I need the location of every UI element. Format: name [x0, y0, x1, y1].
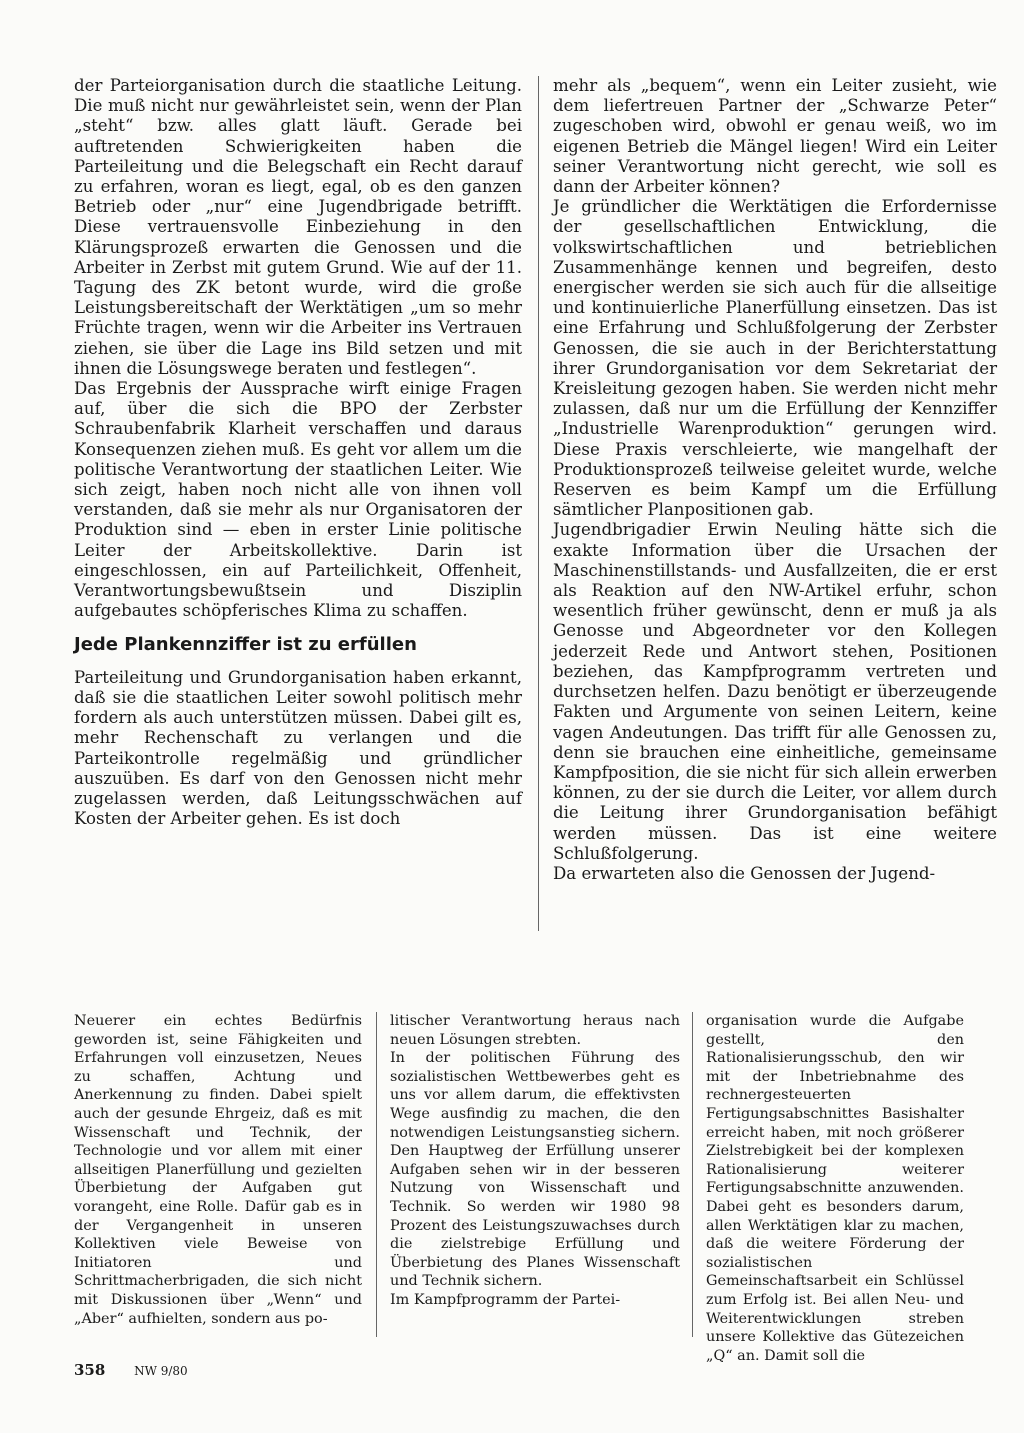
paragraph: Jugendbrigadier Erwin Neuling hätte sich die exakte Information über die Ursachen der Maschinenstillstands- und Ausfallzeiten, die er erst als Reaktion auf den NW-Artikel erfuhr, schon wesentlich früher gewünscht, denn er muß ja als Genosse und Abgeordneter vor den Kollegen jederzeit Rede und Antwort stehen, Positionen beziehen, das Kampfprogramm vertreten und durchsetzen helfen. Dazu benötigt er überzeugende Fakten und Argumente von seinen Leitern, keine vagen Andeutungen. Das trifft für alle Genossen zu, denn sie brauchen eine einheitliche, gemeinsame Kampfposition, die sie nicht für sich allein erwerben können, zu der sie durch die Leiter, vor allem durch die Leitung ihrer Grundorganisation befähigt werden müssen. Das ist eine weitere Schlußfolgerung. — [553, 520, 997, 863]
paragraph: In der politischen Führung des sozialistischen Wettbewerbes geht es uns vor allem darum, die effektivsten Wege ausfindig zu machen, die den notwendigen Leistungsanstieg sichern. Den Hauptweg der Erfüllung unserer Aufgaben sehen wir in der besseren Nutzung von Wissenschaft und Technik. So werden wir 1980 98 Prozent des Leistungszuwachses durch die zielstrebige Erfüllung und Überbietung des Planes Wissenschaft und Technik sichern. — [390, 1050, 680, 1290]
paragraph: Neuerer ein echtes Bedürfnis geworden ist, seine Fähigkeiten und Erfahrungen voll einzusetzen, Neues zu schaffen, Achtung und Anerkennung zu finden. Dabei spielt auch der gesunde Ehrgeiz, daß es mit Wissenschaft und Technik, der Technologie und vor allem mit einer allseitigen Planerfüllung und gezielten Überbietung der Aufgaben gut vorangeht, eine Rolle. Dafür gab es in der Vergangenheit in unseren Kollektiven viele Beweise von Initiatoren und Schrittmacherbrigaden, die sich nicht mit Diskussionen über „Wenn“ und „Aber“ aufhielten, sondern aus po- — [74, 1013, 362, 1327]
paragraph: mehr als „bequem“, wenn ein Leiter zusieht, wie dem liefertreuen Partner der „Schwarze Peter“ zugeschoben wird, obwohl er genau weiß, wo im eigenen Betrieb die Mängel liegen! Wird ein Leiter seiner Verantwortung nicht gerecht, wie soll es dann der Arbeiter können? — [553, 76, 997, 197]
bottom-column-1 — [74, 1012, 362, 1328]
section-heading: Jede Plankennziffer ist zu erfüllen — [74, 634, 417, 656]
page-footer — [74, 1361, 188, 1379]
bottom-column-2 — [390, 1012, 680, 1310]
paragraph: litischer Verantwortung heraus nach neuen Lösungen strebten. — [390, 1013, 680, 1048]
faded-bleedthrough-band — [72, 958, 1002, 984]
paragraph: Parteileitung und Grundorganisation haben erkannt, daß sie die staatlichen Leiter sowohl politisch mehr fordern als auch unterstützen müssen. Dabei gilt es, mehr Rechenschaft zu verlangen und die Parteikontrolle regelmäßig und gründlicher auszuüben. Es darf von den Genossen nicht mehr zugelassen werden, daß Leitungsschwächen auf Kosten der Arbeiter gehen. Es ist doch — [74, 667, 522, 829]
issue-label: NW 9/80 — [134, 1364, 188, 1378]
paragraph: Je gründlicher die Werktätigen die Erfordernisse der gesellschaftlichen Entwicklung, die volkswirtschaftlichen und betrieblichen Zusammenhänge kennen und begreifen, desto energischer werden sie sich auch für die allseitige und kontinuierliche Planerfüllung einsetzen. Das ist eine Erfahrung und Schlußfolgerung der Zerbster Genossen, die sie auch in der Berichterstattung ihrer Grundorganisation vor dem Sekretariat der Kreisleitung gezogen haben. Sie werden nicht mehr zulassen, daß nur um die Erfüllung der Kennziffer „Industrielle Warenproduktion“ gerungen wird. Diese Praxis verschleierte, wie mangelhaft der Produktionsprozeß teilweise geleitet wurde, welche Reserven es beim Kampf um die Erfüllung sämtlicher Planpositionen gab. — [553, 197, 997, 520]
paragraph: Das Ergebnis der Aussprache wirft einige Fragen auf, über die sich die BPO der Zerbster Schraubenfabrik Klarheit verschaffen und daraus Konsequenzen ziehen muß. Es geht vor allem um die politische Verantwortung der staatlichen Leiter. Wie sich zeigt, haben noch nicht alle von ihnen voll verstanden, daß sie mehr als nur Organisatoren der Produktion sind — eben in erster Linie politische Leiter der Arbeitskollektive. Darin ist eingeschlossen, ein auf Parteilichkeit, Offenheit, Verantwortungsbewußtsein und Disziplin aufgebautes schöpferisches Klima zu schaffen. — [74, 379, 522, 621]
paragraph: Da erwarteten also die Genossen der Jugend- — [553, 863, 936, 883]
column-divider — [538, 76, 539, 931]
page-number: 358 — [74, 1361, 106, 1379]
column-divider — [692, 1012, 693, 1337]
column-left — [74, 76, 522, 829]
paragraph: organisation wurde die Aufgabe gestellt, den Rationalisierungsschub, den wir mit der Inbetriebnahme des rechnergesteuerten Fertigungsabschnittes Basishalter erreicht haben, mit noch größerer Zielstrebigkeit bei der komplexen Rationalisierung weiterer Fertigungsabschnitte anzuwenden. Dabei geht es besonders darum, allen Werktätigen klar zu machen, daß die weitere Förderung der sozialistischen Gemeinschaftsarbeit ein Schlüssel zum Erfolg ist. Bei allen Neu- und Weiterentwicklungen streben unsere Kollektive das Gütezeichen „Q“ an. Damit soll die — [706, 1013, 964, 1364]
bottom-column-3 — [706, 1012, 964, 1365]
paragraph: Im Kampfprogramm der Partei- — [390, 1291, 621, 1308]
column-right — [553, 76, 997, 884]
paragraph: der Parteiorganisation durch die staatliche Leitung. Die muß nicht nur gewährleistet sein, wenn der Plan „steht“ bzw. alles glatt läuft. Gerade bei auftretenden Schwierigkeiten haben die Parteileitung und die Belegschaft ein Recht darauf zu erfahren, woran es liegt, egal, ob es den ganzen Betrieb oder „nur“ eine Jugendbrigade betrifft. Diese vertrauensvolle Einbeziehung in den Klärungsprozeß erwarten die Genossen und die Arbeiter in Zerbst mit gutem Grund. Wie auf der 11. Tagung des ZK betont wurde, wird die große Leistungsbereitschaft der Werktätigen „um so mehr Früchte tragen, wenn wir die Arbeiter ins Vertrauen ziehen, sie über die Lage ins Bild setzen und mit ihnen die Lösungswege beraten und festlegen“. — [74, 76, 522, 378]
column-divider — [376, 1012, 377, 1337]
